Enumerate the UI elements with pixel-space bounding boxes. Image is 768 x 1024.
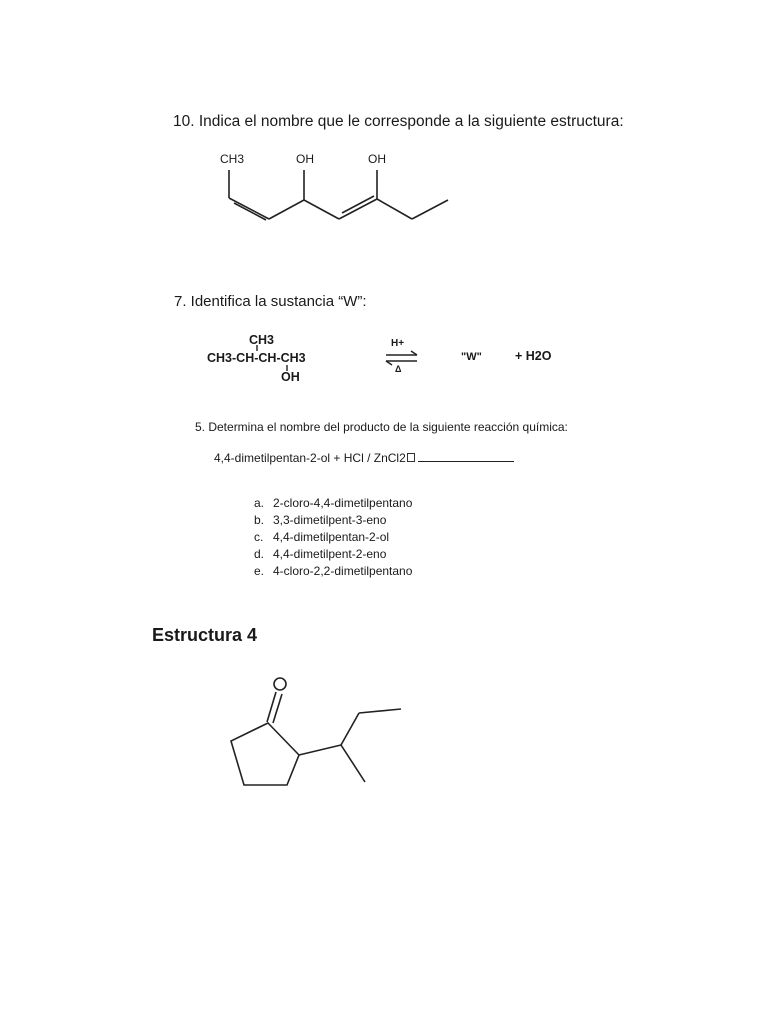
reaction-text: 4,4-dimetilpentan-2-ol + HCl / ZnCl2	[214, 451, 406, 465]
bond-methyl	[341, 745, 365, 782]
option-b: b. 3,3-dimetilpent-3-eno	[254, 513, 387, 527]
bond-ch-ethyl	[341, 713, 359, 745]
equilibrium-arrow	[386, 351, 417, 365]
bond-double-1b	[234, 203, 266, 220]
question-5-reaction	[214, 451, 514, 465]
option-e: e. 4-cloro-2,2-dimetilpentano	[254, 564, 413, 578]
question-7-prompt: 7. Identifica la sustancia “W”:	[174, 293, 367, 310]
oxygen-atom	[274, 678, 286, 690]
bond-c6-c7	[377, 199, 412, 219]
option-d: d. 4,4-dimetilpent-2-eno	[254, 547, 387, 561]
question-10-prompt: 10. Indica el nombre que le corresponde a la siguiente estructura:	[173, 113, 624, 130]
bond-c3-c4	[269, 200, 304, 219]
q7-catalyst: H+	[391, 338, 405, 349]
q7-product-w: "W"	[461, 351, 482, 363]
q7-main-chain: CH3-CH-CH-CH3	[207, 351, 306, 365]
bond-ethyl-end	[359, 709, 401, 713]
bond-double-1a	[229, 198, 269, 219]
label-ch3: CH3	[220, 152, 245, 166]
q7-oh-bottom: OH	[281, 370, 300, 384]
q7-product-water: + H2O	[515, 349, 552, 363]
bond-ring-ch	[299, 745, 341, 755]
answer-blank	[418, 451, 514, 462]
option-c: c. 4,4-dimetilpentan-2-ol	[254, 530, 390, 544]
question-5-prompt: 5. Determina el nombre del producto de la siguiente reacción química:	[195, 420, 568, 434]
bond-double-2a	[339, 199, 377, 219]
label-oh-2: OH	[368, 152, 386, 166]
answer-options	[254, 495, 412, 580]
bond-c7-c8	[412, 200, 448, 219]
question-10-structure	[229, 170, 448, 220]
bond-c4-c5	[304, 200, 339, 219]
option-a: a. 2-cloro-4,4-dimetilpentano	[254, 496, 413, 510]
estructura-4-heading: Estructura 4	[152, 625, 258, 645]
q7-ch3-top: CH3	[249, 333, 275, 347]
structure-4-drawing	[231, 678, 401, 785]
unknown-char-icon	[407, 453, 415, 462]
cyclopentane-ring	[231, 723, 299, 785]
q7-heat: Δ	[395, 364, 402, 374]
bond-double-2b	[342, 196, 374, 213]
label-oh-1: OH	[296, 152, 314, 166]
